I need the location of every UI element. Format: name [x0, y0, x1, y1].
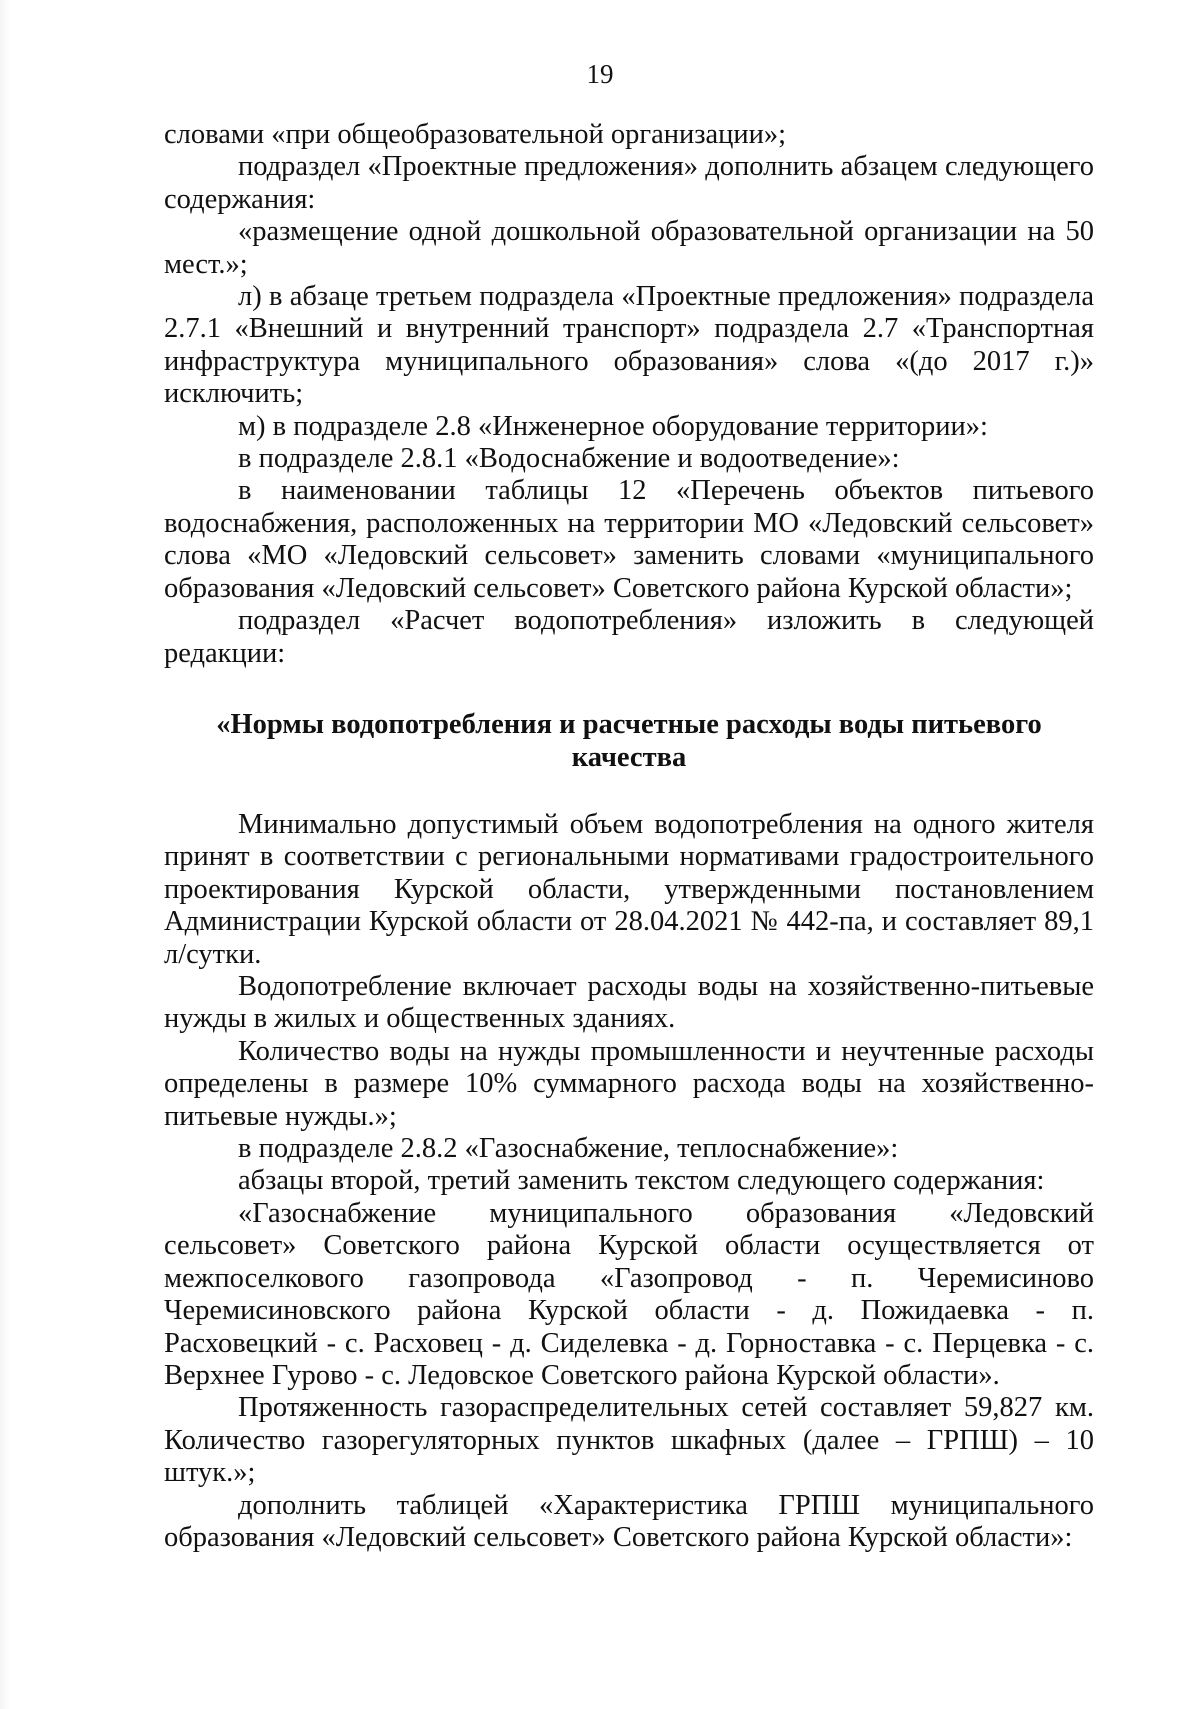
- paragraph: л) в абзаце третьем подраздела «Проектные предложения» подраздела 2.7.1 «Внешний и внутренний транспорт» подраздела 2.7 «Транспортная инфраструктура муниципального образования» слова «(до 2017 г.)» исключить;: [164, 281, 1094, 410]
- paragraph: «Газоснабжение муниципального образования «Ледовский сельсовет» Советского района Курской области осуществляется от межпоселкового газопровода «Газопровод - п. Черемисиново Черемисиновского района Курской области - д. Пожидаевка - п. Расховецкий - с. Расховец - д. Сиделевка - д. Горноставка - с. Перцевка - с. Верхнее Гурово - с. Ледовское Советского района Курской области».: [164, 1197, 1094, 1391]
- paragraph: Минимально допустимый объем водопотребления на одного жителя принят в соответствии с региональными нормативами градостроительного проектирования Курской области, утвержденными постановлением Администрации Курской области от 28.04.2021 № 442-па, и составляет 89,1 л/сутки.: [164, 809, 1094, 970]
- text-block-bottom: [164, 809, 1094, 1554]
- paragraph: дополнить таблицей «Характеристика ГРПШ муниципального образования «Ледовский сельсовет» Советского района Курской области»:: [164, 1489, 1094, 1553]
- page-number: 19: [586, 59, 614, 89]
- paragraph: в подразделе 2.8.2 «Газоснабжение, теплоснабжение»:: [238, 1133, 899, 1165]
- paragraph: м) в подразделе 2.8 «Инженерное оборудование территории»:: [238, 410, 988, 442]
- paragraph: подраздел «Расчет водопотребления» изложить в следующей редакции:: [164, 605, 1094, 669]
- paragraph: Водопотребление включает расходы воды на хозяйственно-питьевые нужды в жилых и общественных зданиях.: [164, 971, 1094, 1035]
- paragraph: «размещение одной дошкольной образовательной организации на 50 мест.»;: [164, 216, 1094, 280]
- paragraph: абзацы второй, третий заменить текстом следующего содержания:: [238, 1165, 1045, 1197]
- paragraph: в подразделе 2.8.1 «Водоснабжение и водоотведение»:: [238, 443, 900, 475]
- scan-edge-shadow: [0, 0, 10, 1709]
- text-block-top: [164, 119, 1094, 670]
- section-heading: «Нормы водопотребления и расчетные расходы воды питьевого качества: [216, 709, 1042, 773]
- paragraph: в наименовании таблицы 12 «Перечень объектов питьевого водоснабжения, расположенных на территории МО «Ледовский сельсовет» слова «МО «Ледовский сельсовет» заменить словами «муниципального образования «Ледовский сельсовет» Советского района Курской области»;: [164, 475, 1094, 604]
- paragraph: Протяженность газораспределительных сетей составляет 59,827 км. Количество газорегуляторных пунктов шкафных (далее – ГРПШ) – 10 штук.»;: [164, 1392, 1094, 1489]
- paragraph: словами «при общеобразовательной организации»;: [164, 119, 787, 150]
- paragraph: Количество воды на нужды промышленности и неучтенные расходы определены в размере 10% суммарного расхода воды на хозяйственно-питьевые нужды.»;: [164, 1035, 1094, 1132]
- paragraph: подраздел «Проектные предложения» дополнить абзацем следующего содержания:: [164, 151, 1094, 215]
